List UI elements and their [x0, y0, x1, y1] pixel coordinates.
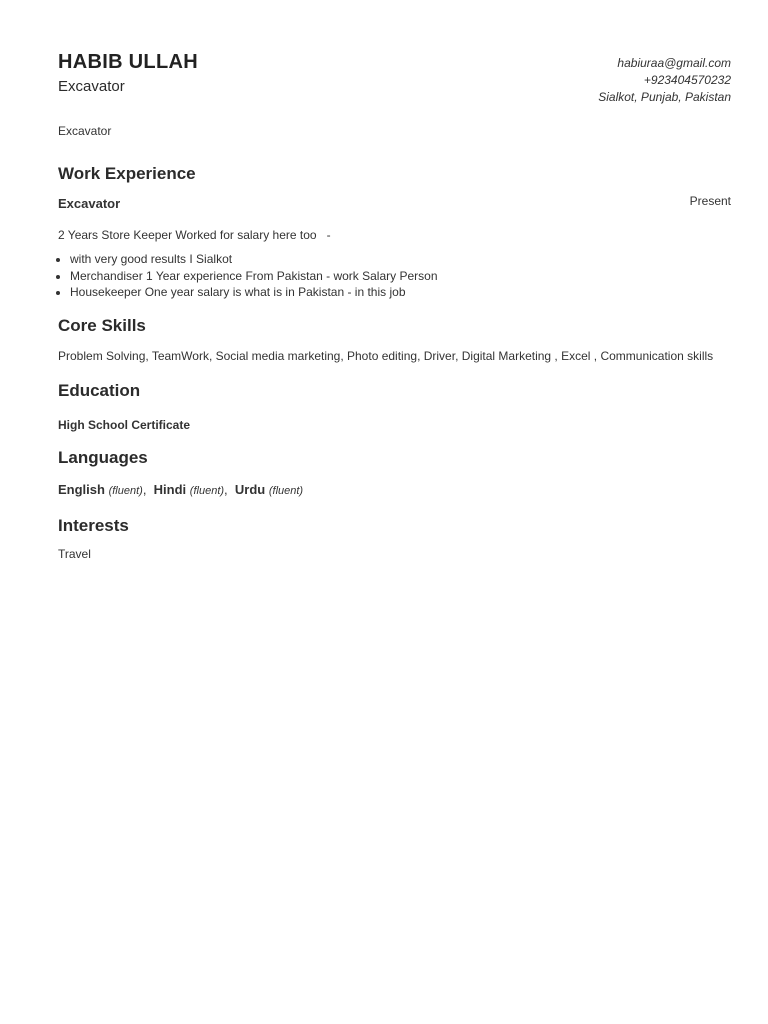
language-name: Urdu: [234, 482, 266, 497]
job-description: 2 Years Store Keeper Worked for salary here too -: [58, 228, 331, 242]
contact-phone: +923404570232: [643, 73, 731, 87]
work-experience-heading: Work Experience: [58, 164, 196, 183]
contact-block: [598, 55, 731, 106]
contact-location: Sialkot, Punjab, Pakistan: [598, 90, 731, 104]
languages-heading: Languages: [58, 448, 148, 467]
languages-list: English (fluent), Hindi (fluent), Urdu (fluent): [58, 482, 304, 497]
interests-heading: Interests: [58, 516, 129, 535]
job-date: Present: [689, 194, 731, 208]
resume-page: [58, 0, 731, 561]
language-name: English: [58, 482, 105, 497]
language-level: (fluent): [108, 485, 143, 497]
core-skills-heading: Core Skills: [58, 316, 146, 335]
profile-summary: Excavator: [58, 124, 112, 138]
interests-text: Travel: [58, 547, 91, 561]
language-name: Hindi: [153, 482, 187, 497]
contact-email: habiuraa@gmail.com: [617, 56, 731, 70]
job-bullet: • Housekeeper One year salary is what is in Pakistan - in this job: [70, 284, 438, 301]
job-title: Excavator: [58, 196, 121, 211]
job-bullet-list: [58, 251, 438, 301]
language-level: (fluent): [189, 485, 225, 497]
job-bullet: • with very good results I Sialkot: [70, 251, 438, 268]
education-heading: Education: [58, 381, 141, 400]
core-skills-text: Problem Solving, TeamWork, Social media marketing, Photo editing, Driver, Digital Marketing , Excel , Communication skills: [58, 349, 714, 363]
language-level: (fluent): [268, 485, 304, 497]
job-bullet: • Merchandiser 1 Year experience From Pakistan - work Salary Person: [70, 268, 438, 285]
education-degree: High School Certificate: [58, 418, 191, 432]
resume-header: [58, 0, 731, 110]
candidate-headline: Excavator: [58, 78, 125, 95]
candidate-name: HABIB ULLAH: [58, 51, 198, 73]
